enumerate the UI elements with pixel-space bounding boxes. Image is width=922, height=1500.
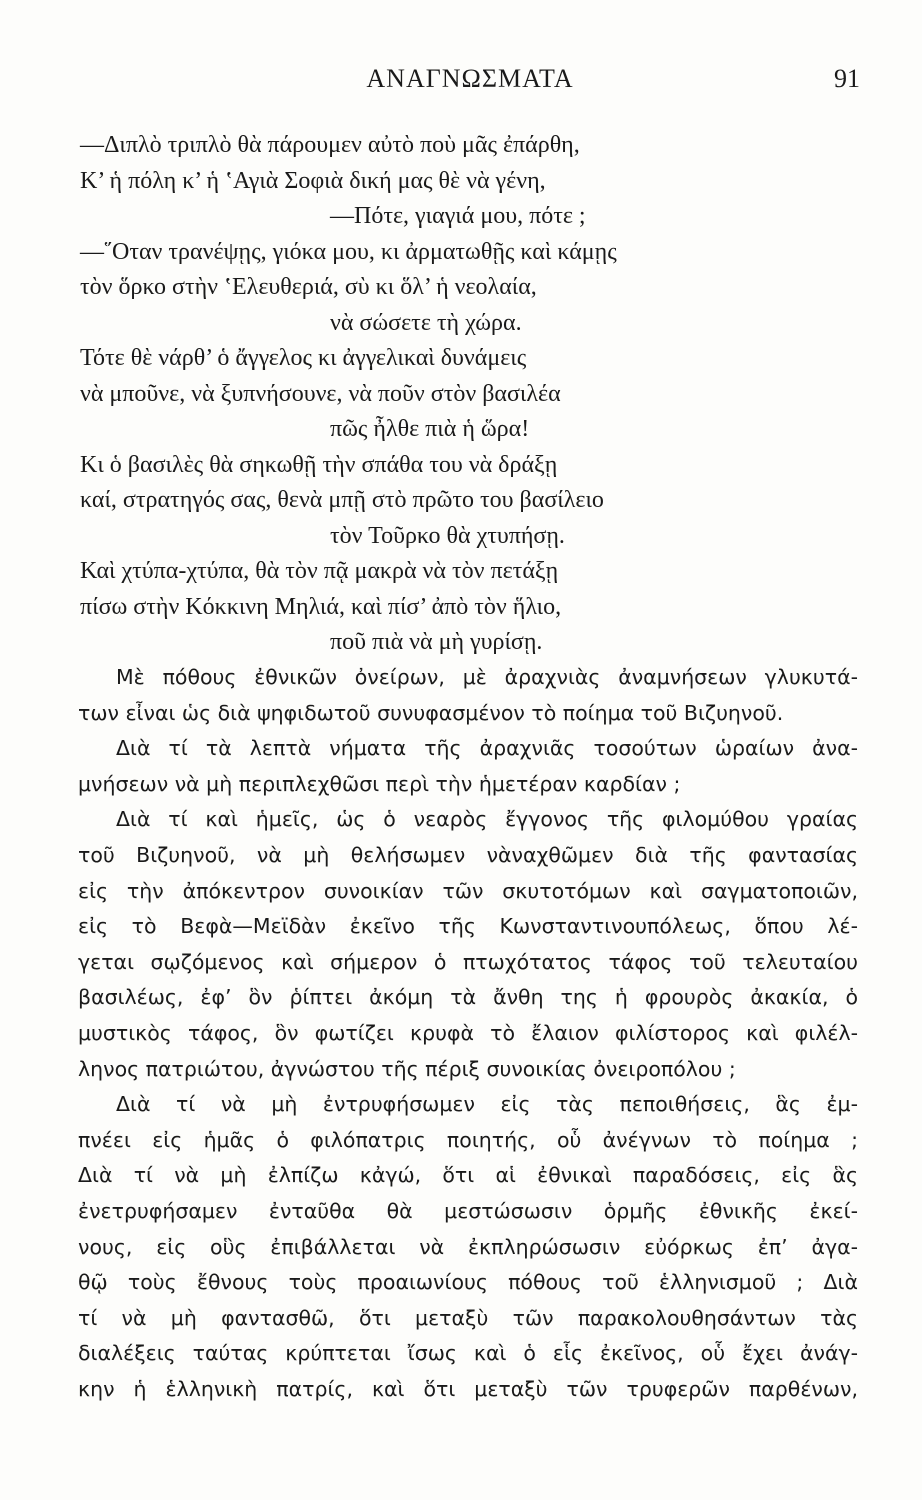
poem-line: τὸν Τοῦρκο θὰ χτυπήσῃ.	[330, 522, 565, 549]
prose-line: εἰς τὴν ἀπόκεντρον συνοικίαν τῶν σκυτοτόμων καὶ σαγματοποιῶν,	[78, 878, 858, 903]
poem-line: —Πότε, γιαγιά μου, πότε ;	[330, 203, 586, 229]
prose-line: τοῦ Βιζυηνοῦ, νὰ μὴ θελήσωμεν νὰναχθῶμεν διὰ τῆς φαντασίας	[78, 842, 858, 867]
prose-line: Μὲ πόθους ἐθνικῶν ὀνείρων, μὲ ἀραχνιὰς ἀναμνήσεων γλυκυτά-	[116, 665, 858, 689]
poem-line: Καὶ χτύπα-χτύπα, θὰ τὸν πᾷ μακρὰ νὰ τὸν πετάξῃ	[80, 558, 559, 584]
prose-line: διαλέξεις ταύτας κρύπτεται ἴσως καὶ ὁ εἷς ἐκεῖνος, οὗ ἔχει ἀνάγ-	[78, 1341, 858, 1366]
poem-line: νὰ μποῦνε, νὰ ξυπνήσουνε, νὰ ποῦν στὸν βασιλέα	[80, 380, 561, 407]
prose-line: Διὰ τί καὶ ἡμεῖς, ὡς ὁ νεαρὸς ἔγγονος τῆς φιλομύθου γραίας	[116, 807, 858, 832]
poem-line: —Διπλὸ τριπλὸ θὰ πάρουμεν αὐτὸ ποὺ μᾶς ἐπάρθη,	[80, 132, 580, 158]
prose-line: νους, εἰς οὓς ἐπιβάλλεται νὰ ἐκπληρώσωσιν εὐόρκως ἐπ’ ἀγα-	[78, 1234, 858, 1259]
page-number: 91	[834, 64, 860, 93]
poem-line: νὰ σώσετε τὴ χώρα.	[330, 309, 522, 336]
prose-line: θῷ τοὺς ἔθνους τοὺς προαιωνίους πόθους τοῦ ἑλληνισμοῦ ; Διὰ	[78, 1270, 858, 1295]
prose-line: τί νὰ μὴ φαντασθῶ, ὅτι μεταξὺ τῶν παρακολουθησάντων τὰς	[78, 1305, 858, 1330]
prose-block	[78, 660, 858, 1407]
poem-line: καί, στρατηγός σας, θενὰ μπῇ στὸ πρῶτο του βασίλειο	[80, 487, 604, 513]
poem-line: πίσω στὴν Κόκκινη Μηλιά, καὶ πίσ’ ἀπὸ τὸν ἥλιο,	[80, 593, 562, 620]
poem-line: Τότε θὲ νάρθ’ ὁ ἄγγελος κι ἀγγελικαὶ δυνάμεις	[80, 345, 527, 371]
poem-line: πῶς ἦλθε πιὰ ἡ ὥρα!	[330, 416, 530, 442]
prose-line: μυστικὸς τάφος, ὃν φωτίζει κρυφὰ τὸ ἔλαιον φιλίστορος καὶ φιλέλ-	[78, 1020, 858, 1045]
running-title: ΑΝΑΓΝΩΣΜΑΤΑ	[366, 64, 574, 93]
running-head	[80, 62, 860, 102]
prose-line: εἰς τὸ Βεφὰ—Μεϊδὰν ἐκεῖνο τῆς Κωνσταντινουπόλεως, ὅπου λέ-	[78, 914, 858, 939]
prose-line: ἐνετρυφήσαμεν ἐνταῦθα θὰ μεστώσωσιν ὁρμῆς ἐθνικῆς ἐκεί-	[78, 1198, 858, 1223]
prose-line: πνέει εἰς ἡμᾶς ὁ φιλόπατρις ποιητής, οὗ ἀνέγνων τὸ ποίημα ;	[78, 1127, 858, 1152]
poem-line: τὸν ὅρκο στὴν ʽΕλευθεριά, σὺ κι ὅλ’ ἡ νεολαία,	[80, 274, 537, 300]
prose-line: κην ἡ ἑλληνικὴ πατρίς, καὶ ὅτι μεταξὺ τῶν τρυφερῶν παρθένων,	[78, 1376, 858, 1401]
prose-line: ληνος πατριώτου, ἀγνώστου τῆς πέριξ συνοικίας ὀνειροπόλου ;	[78, 1056, 736, 1081]
prose-line: βασιλέως, ἐφ’ ὃν ῥίπτει ἀκόμη τὰ ἄνθη της ἡ φρουρὸς ἀκακία, ὁ	[78, 985, 858, 1010]
poem-line: ποῦ πιὰ νὰ μὴ γυρίσῃ.	[330, 629, 543, 655]
prose-line: Διὰ τί τὰ λεπτὰ νήματα τῆς ἀραχνιᾶς τοσούτων ὡραίων ἀνα-	[116, 736, 858, 761]
poem-line: Κ’ ἡ πόλη κ’ ἡ ʽΑγιὰ Σοφιὰ δική μας θὲ νὰ γένη,	[80, 167, 546, 194]
poem-block	[80, 128, 780, 661]
prose-line: των εἶναι ὡς διὰ ψηφιδωτοῦ συνυφασμένον τὸ ποίημα τοῦ Βιζυηνοῦ.	[78, 700, 784, 725]
poem-line: —῞Οταν τρανέψῃς, γιόκα μου, κι ἀρματωθῇς καὶ κάμῃς	[80, 238, 617, 265]
prose-line: Διὰ τί νὰ μὴ ἐλπίζω κἀγώ, ὅτι αἱ ἐθνικαὶ παραδόσεις, εἰς ἃς	[78, 1163, 858, 1188]
prose-line: γεται σῳζόμενος καὶ σήμερον ὁ πτωχότατος τάφος τοῦ τελευταίου	[78, 949, 858, 974]
prose-line: Διὰ τί νὰ μὴ ἐντρυφήσωμεν εἰς τὰς πεποιθήσεις, ἃς ἐμ-	[116, 1092, 858, 1117]
poem-line: Κι ὁ βασιλὲς θὰ σηκωθῇ τὴν σπάθα του νὰ δράξῃ	[80, 451, 558, 478]
prose-line: μνήσεων νὰ μὴ περιπλεχθῶσι περὶ τὴν ἡμετέραν καρδίαν ;	[78, 771, 681, 796]
